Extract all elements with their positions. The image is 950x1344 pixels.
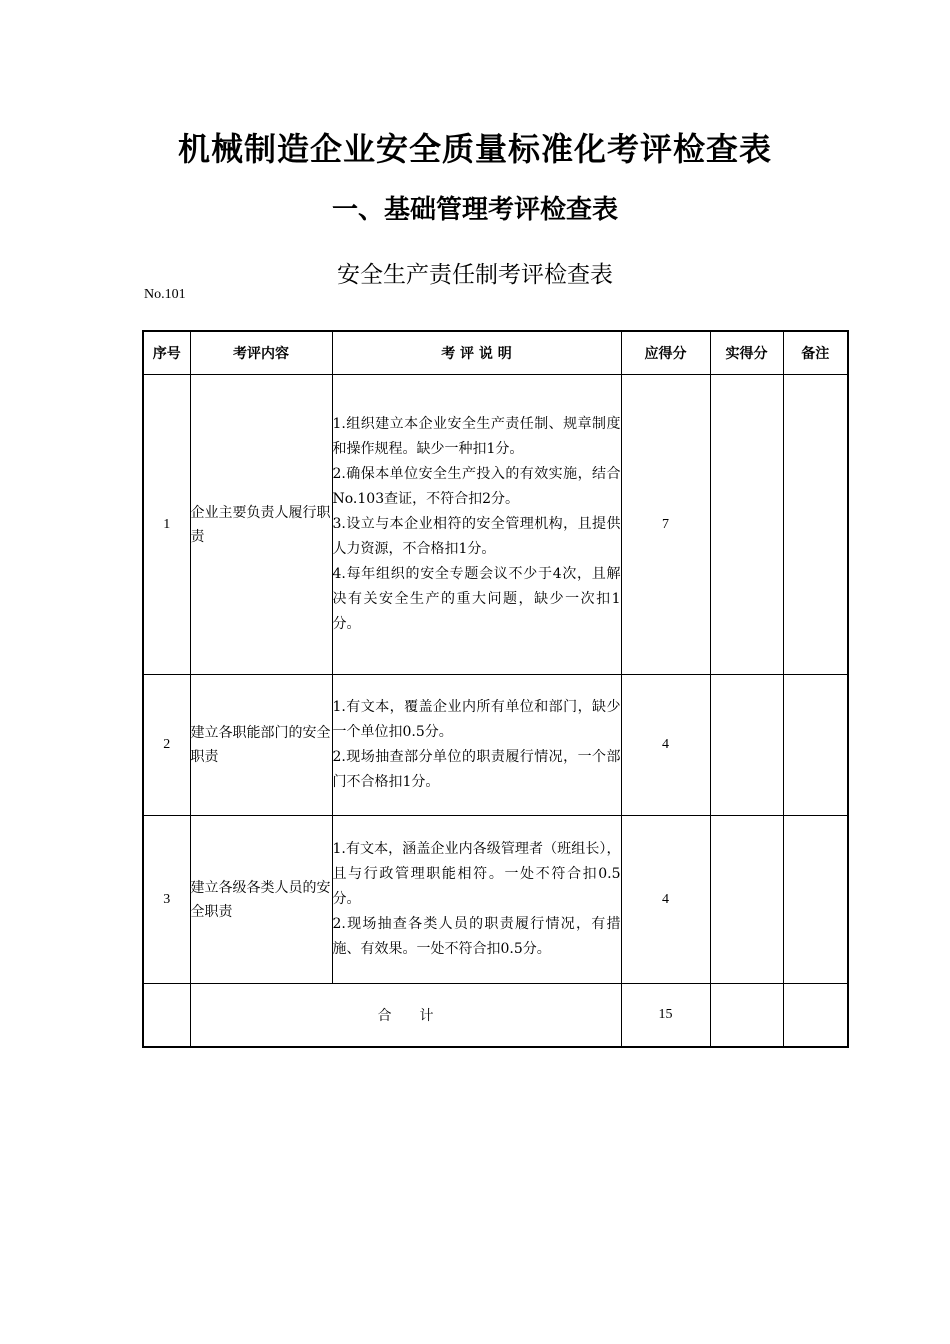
row-actual-score[interactable]	[710, 375, 783, 675]
header-desc: 考 评 说 明	[332, 331, 621, 375]
total-remark[interactable]	[783, 984, 848, 1047]
row-content: 企业主要负责人履行职责	[190, 375, 332, 675]
row-content: 建立各职能部门的安全职责	[190, 675, 332, 816]
row-seq: 1	[143, 375, 190, 675]
header-actual-score: 实得分	[710, 331, 783, 375]
description-item: 1.有文本，覆盖企业内所有单位和部门，缺少一个单位扣0.5分。	[332, 699, 621, 740]
section-subtitle: 一、基础管理考评检查表	[331, 195, 618, 225]
row-remark[interactable]	[783, 816, 848, 984]
row-due-score: 4	[621, 675, 710, 816]
table-header-row	[143, 331, 848, 375]
row-description	[332, 675, 621, 816]
description-item: 1.有文本，涵盖企业内各级管理者（班组长），且与行政管理职能相符。一处不符合扣0.5分。	[332, 841, 621, 907]
document-title: 机械制造企业安全质量标准化考评检查表	[177, 130, 772, 168]
description-item: 2.现场抽查各类人员的职责履行情况，有措施、有效果。一处不符合扣0.5分。	[332, 916, 621, 957]
row-due-score: 4	[621, 816, 710, 984]
description-item: 2.现场抽查部分单位的职责履行情况，一个部门不合格扣1分。	[332, 749, 621, 790]
header-content: 考评内容	[190, 331, 332, 375]
document-number: No.101	[144, 287, 186, 302]
header-seq: 序号	[143, 331, 190, 375]
row-remark[interactable]	[783, 375, 848, 675]
description-item: 4.每年组织的安全专题会议不少于4次，且解决有关安全生产的重大问题，缺少一次扣1分。	[332, 566, 621, 632]
row-description	[332, 375, 621, 675]
table-row	[143, 816, 848, 984]
row-content: 建立各级各类人员的安全职责	[190, 816, 332, 984]
table-row	[143, 375, 848, 675]
row-remark[interactable]	[783, 675, 848, 816]
table-title: 安全生产责任制考评检查表	[337, 262, 613, 288]
row-seq: 3	[143, 816, 190, 984]
header-remark: 备注	[783, 331, 848, 375]
total-actual-score[interactable]	[710, 984, 783, 1047]
total-due-score: 15	[621, 984, 710, 1047]
row-actual-score[interactable]	[710, 816, 783, 984]
header-due-score: 应得分	[621, 331, 710, 375]
total-label: 合 计	[190, 984, 621, 1047]
table-row	[143, 675, 848, 816]
description-item: 1.组织建立本企业安全生产责任制、规章制度和操作规程。缺少一种扣1分。	[332, 416, 621, 457]
description-item: 3.设立与本企业相符的安全管理机构，且提供人力资源，不合格扣1分。	[332, 516, 621, 557]
row-description	[332, 816, 621, 984]
row-actual-score[interactable]	[710, 675, 783, 816]
total-row	[143, 984, 848, 1047]
total-seq-empty	[143, 984, 190, 1047]
row-due-score: 7	[621, 375, 710, 675]
description-item: 2.确保本单位安全生产投入的有效实施，结合No.103查证，不符合扣2分。	[332, 466, 621, 507]
evaluation-table	[142, 330, 849, 1048]
row-seq: 2	[143, 675, 190, 816]
